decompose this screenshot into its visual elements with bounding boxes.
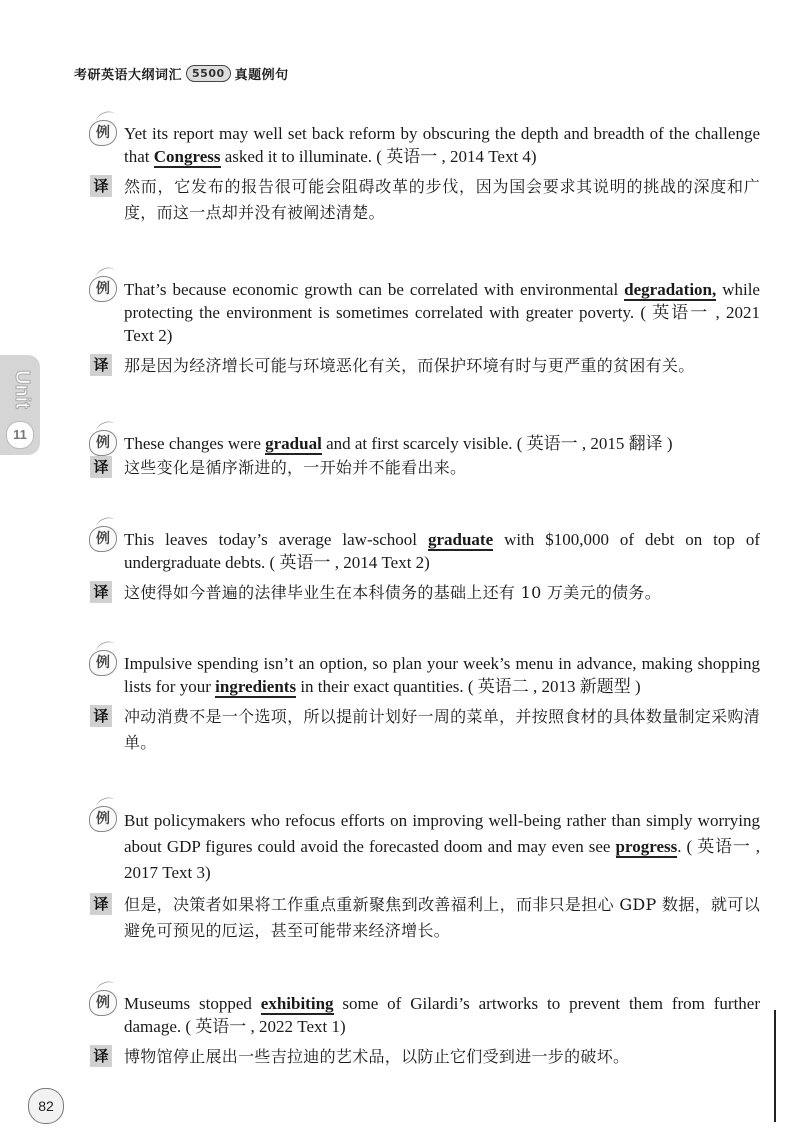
example-icon: 例 [88,804,118,834]
translation-text: 冲动消费不是一个选项，所以提前计划好一周的菜单，并按照食材的具体数量制定采购清单。 [124,707,760,752]
header-title-start: 考研英语大纲词汇 [74,68,183,83]
translation-text: 那是因为经济增长可能与环境恶化有关，而保护环境有时与更严重的贫困有关。 [124,356,695,375]
translation [88,174,760,226]
example-entry [88,652,760,756]
example-icon: 例 [88,648,118,678]
translation-icon: 译 [90,893,112,915]
example-sentence [88,528,760,574]
sentence-text: These changes were [124,434,266,453]
example-entry [88,528,760,606]
example-icon: 例 [88,988,118,1018]
translation [88,580,760,606]
keyword: gradual [265,434,322,453]
translation-icon: 译 [90,456,112,478]
translation-text: 然而，它发布的报告很可能会阻碍改革的步伐，因为国会要求其说明的挑战的深度和广度，而这一点却并没有被阐述清楚。 [124,177,760,222]
example-sentence [88,652,760,698]
translation [88,892,760,944]
keyword: graduate [427,530,494,549]
example-sentence [88,992,760,1038]
translation-icon: 译 [90,705,112,727]
translation-icon: 译 [90,175,112,197]
translation-text: 这使得如今普遍的法律毕业生在本科债务的基础上还有 10 万美元的债务。 [124,583,662,602]
sentence-source: with $100,000 of debt on top of undergraduate debts. ( 英语一 , 2014 Text 2) [124,530,760,572]
example-sentence [88,432,760,455]
page-number: 82 [28,1088,64,1124]
sentence-source: asked it to illuminate. ( 英语一 , 2014 Text 4) [220,147,537,166]
header-title-end: 真题例句 [234,68,289,83]
sentence-source: some of Gilardi’s artworks to prevent them from further damage. ( 英语一 , 2022 Text 1) [124,994,761,1036]
sentence-source: while protecting the environment is sometimes correlated with greater poverty. ( 英语一 , 2021 Text 2) [124,280,760,345]
example-entry [88,122,760,226]
example-sentence [88,808,760,886]
header-word-count-badge: 5500 [186,65,231,82]
translation-icon: 译 [90,581,112,603]
example-entry [88,432,760,481]
unit-label: Unit [11,369,33,409]
sentence-source: in their exact quantities. ( 英语二 , 2013 新题型 ) [296,677,641,696]
translation [88,704,760,756]
keyword: degradation, [624,280,717,299]
example-sentence [88,122,760,168]
example-entry [88,278,760,379]
translation-text: 但是，决策者如果将工作重点重新聚焦到改善福利上，而非只是担心 GDP 数据，就可以避免可预见的厄运，甚至可能带来经济增长。 [124,895,760,940]
keyword: progress [615,837,678,856]
translation [88,353,760,379]
example-icon: 例 [88,524,118,554]
example-entry [88,808,760,944]
translation [88,455,760,481]
example-icon: 例 [88,428,118,458]
margin-rule [774,1010,776,1122]
sentence-text: Impulsive spending isn’t an option, so plan your week’s menu in advance, making shopping lists for your [124,654,760,696]
sentence-text: This leaves today’s average law-school [124,530,428,549]
sentence-text: That’s because economic growth can be correlated with environmental [124,280,625,299]
keyword: Congress [153,147,221,166]
translation [88,1044,760,1070]
keyword: ingredients [215,677,297,696]
keyword: exhibiting [260,994,334,1013]
example-icon: 例 [88,118,118,148]
sentence-text: Yet its report may well set back reform by obscuring the depth and breadth of the challenge that [124,124,760,166]
example-sentence [88,278,760,347]
unit-side-tab [0,355,40,455]
sentence-source: and at first scarcely visible. ( 英语一 , 2015 翻译 ) [321,434,673,453]
unit-number: 11 [6,421,34,449]
translation-icon: 译 [90,354,112,376]
translation-text: 博物馆停止展出一些吉拉迪的艺术品，以防止它们受到进一步的破坏。 [124,1047,630,1066]
sentence-text: Museums stopped [124,994,261,1013]
sentence-text: But policymakers who refocus efforts on improving well-being rather than simply worrying about GDP figures could avoid the forecasted doom and may even see [124,811,760,856]
running-header [74,64,289,83]
example-entry [88,992,760,1070]
translation-icon: 译 [90,1045,112,1067]
example-icon: 例 [88,274,118,304]
sentence-source: . ( 英语一 , 2017 Text 3) [124,837,760,882]
translation-text: 这些变化是循序渐进的，一开始并不能看出来。 [124,458,467,477]
